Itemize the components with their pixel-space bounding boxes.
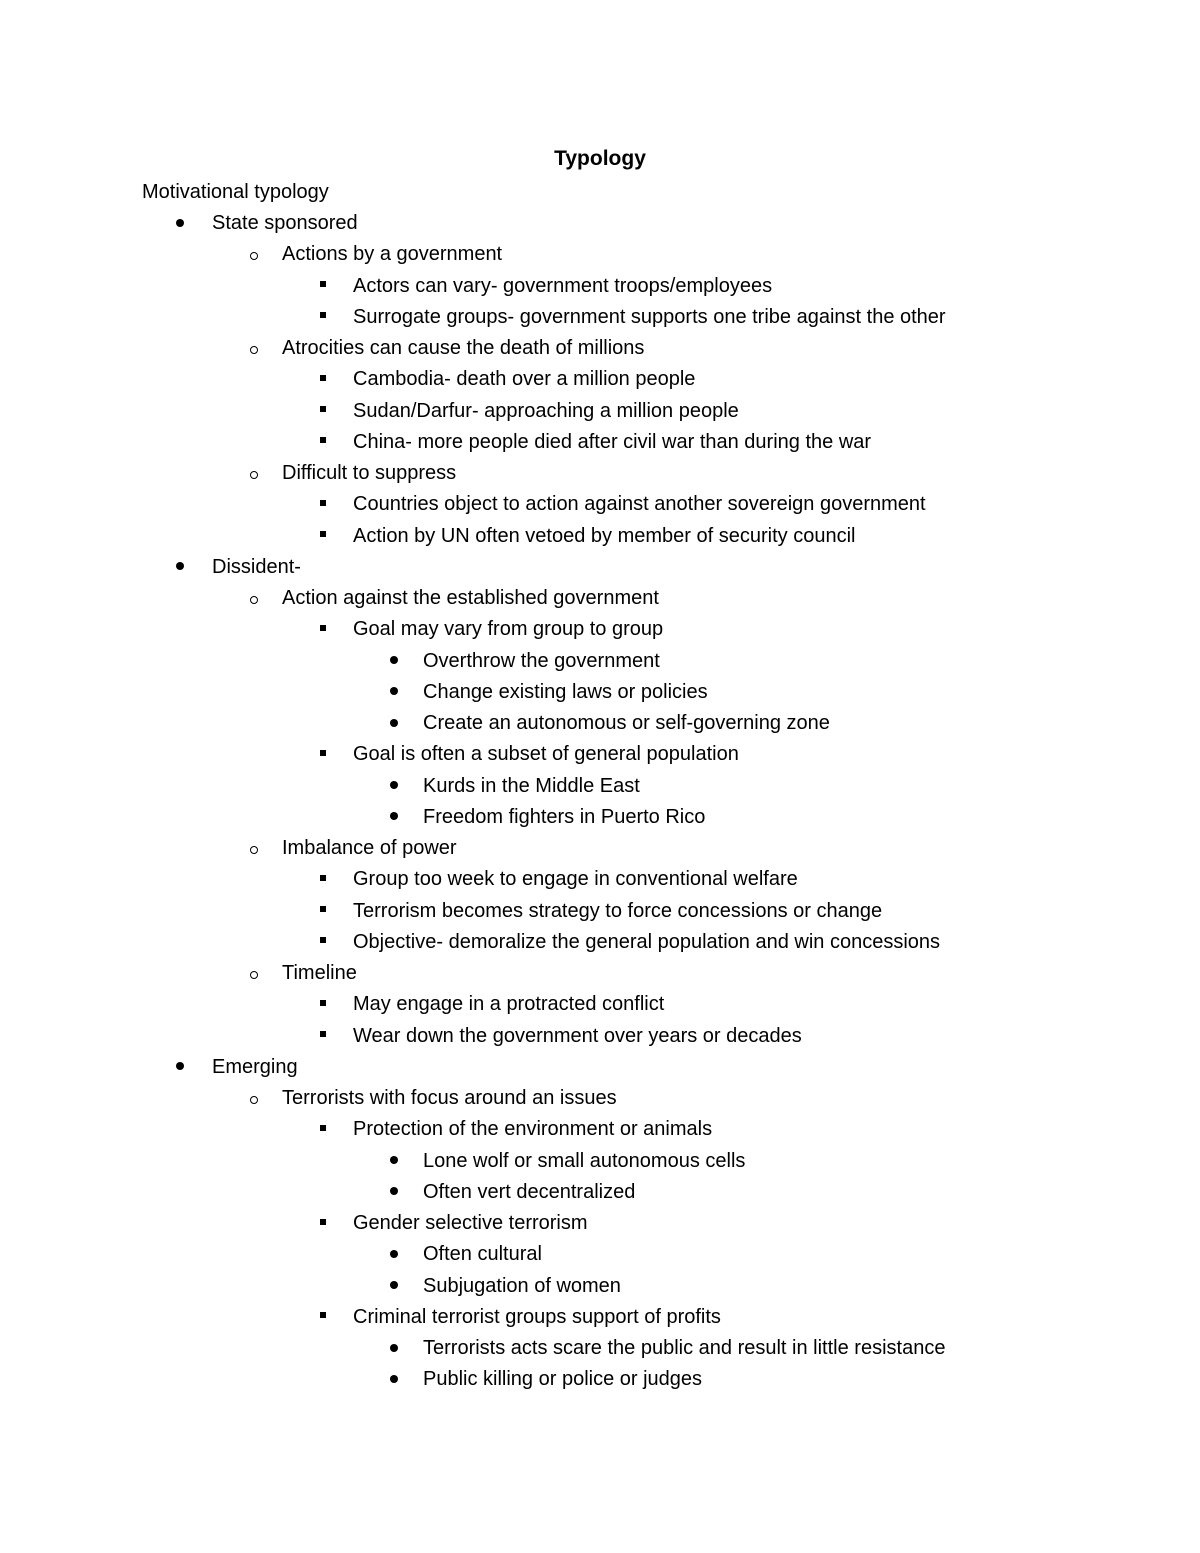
disc-bullet-icon — [384, 708, 404, 739]
list-item-text: Subjugation of women — [423, 1274, 621, 1297]
square-bullet-icon — [313, 396, 333, 427]
list-item — [0, 1146, 1200, 1177]
square-bullet-icon — [313, 739, 333, 770]
square-bullet-icon — [313, 1021, 333, 1052]
list-item-text: May engage in a protracted conflict — [353, 993, 665, 1016]
list-item-text: Overthrow the government — [423, 649, 660, 672]
list-item-text: Often vert decentralized — [423, 1180, 636, 1203]
square-bullet-icon — [313, 989, 333, 1020]
list-item — [0, 896, 1200, 927]
list-item-text: China- more people died after civil war than during the war — [353, 430, 872, 453]
list-item — [0, 271, 1200, 302]
list-item — [0, 1021, 1200, 1052]
square-bullet-icon — [313, 1114, 333, 1145]
list-item — [0, 833, 1200, 864]
list-item — [0, 927, 1200, 958]
list-item-text: Atrocities can cause the death of millions — [282, 337, 645, 359]
square-bullet-icon — [313, 302, 333, 333]
list-item-text: State sponsored — [212, 212, 358, 234]
list-item — [0, 1239, 1200, 1270]
list-item — [0, 771, 1200, 802]
list-item-text: Actions by a government — [282, 243, 503, 266]
list-item-text: Often cultural — [423, 1243, 542, 1266]
disc-bullet-icon — [384, 1146, 404, 1177]
list-item — [0, 708, 1200, 739]
list-item-text: Surrogate groups- government supports one tribe against the other — [353, 305, 946, 328]
list-item-text: Cambodia- death over a million people — [353, 368, 696, 391]
disc-bullet-icon — [170, 1052, 190, 1083]
square-bullet-icon — [313, 364, 333, 395]
list-item-text: Change existing laws or policies — [423, 680, 708, 703]
disc-bullet-icon — [384, 646, 404, 677]
list-item-text: Difficult to suppress — [282, 462, 457, 484]
disc-bullet-icon — [384, 771, 404, 802]
list-item-text: Kurds in the Middle East — [423, 774, 640, 797]
list-item-text: Goal is often a subset of general population — [353, 743, 739, 766]
circle-bullet-icon — [244, 1083, 264, 1114]
list-item — [0, 864, 1200, 895]
list-item — [0, 677, 1200, 708]
list-item-text: Action against the established government — [282, 587, 659, 609]
list-item-text: Emerging — [212, 1055, 298, 1078]
disc-bullet-icon — [384, 1239, 404, 1270]
list-item — [0, 333, 1200, 364]
disc-bullet-icon — [170, 208, 190, 239]
disc-bullet-icon — [384, 802, 404, 833]
square-bullet-icon — [313, 1208, 333, 1239]
list-item — [0, 1302, 1200, 1333]
square-bullet-icon — [313, 896, 333, 927]
list-item — [0, 958, 1200, 989]
list-item-text: Terrorists with focus around an issues — [282, 1087, 617, 1109]
list-item-text: Lone wolf or small autonomous cells — [423, 1149, 746, 1172]
list-item-text: Objective- demoralize the general population and win concessions — [353, 930, 941, 953]
circle-bullet-icon — [244, 333, 264, 364]
disc-bullet-icon — [170, 552, 190, 583]
list-item-text: Sudan/Darfur- approaching a million people — [353, 399, 739, 422]
list-item-text: Wear down the government over years or decades — [353, 1024, 802, 1047]
list-item — [0, 489, 1200, 520]
section-heading: Motivational typology — [142, 181, 329, 203]
square-bullet-icon — [313, 1302, 333, 1333]
list-item — [0, 1083, 1200, 1114]
page-title: Typology — [554, 147, 646, 170]
list-item — [0, 521, 1200, 552]
list-item — [0, 208, 1200, 239]
square-bullet-icon — [313, 864, 333, 895]
outline-list — [0, 208, 1200, 1396]
list-item-text: Action by UN often vetoed by member of security council — [353, 524, 856, 547]
list-item-text: Goal may vary from group to group — [353, 618, 664, 641]
list-item — [0, 1177, 1200, 1208]
square-bullet-icon — [313, 521, 333, 552]
disc-bullet-icon — [384, 1177, 404, 1208]
list-item — [0, 614, 1200, 645]
list-item — [0, 1052, 1200, 1083]
disc-bullet-icon — [384, 1364, 404, 1395]
list-item-text: Gender selective terrorism — [353, 1212, 588, 1234]
list-item — [0, 1364, 1200, 1395]
list-item — [0, 646, 1200, 677]
list-item-text: Criminal terrorist groups support of profits — [353, 1305, 721, 1328]
square-bullet-icon — [313, 271, 333, 302]
list-item — [0, 1114, 1200, 1145]
list-item — [0, 1208, 1200, 1239]
list-item — [0, 302, 1200, 333]
list-item-text: Actors can vary- government troops/employees — [353, 274, 773, 297]
list-item-text: Create an autonomous or self-governing zone — [423, 712, 830, 734]
list-item — [0, 427, 1200, 458]
list-item-text: Countries object to action against another sovereign government — [353, 493, 926, 516]
list-item — [0, 989, 1200, 1020]
square-bullet-icon — [313, 489, 333, 520]
list-item-text: Dissident- — [212, 555, 301, 578]
disc-bullet-icon — [384, 1271, 404, 1302]
list-item — [0, 583, 1200, 614]
list-item — [0, 396, 1200, 427]
list-item — [0, 552, 1200, 583]
list-item — [0, 239, 1200, 270]
list-item — [0, 739, 1200, 770]
circle-bullet-icon — [244, 958, 264, 989]
square-bullet-icon — [313, 614, 333, 645]
list-item — [0, 458, 1200, 489]
list-item-text: Protection of the environment or animals — [353, 1118, 713, 1141]
list-item-text: Terrorism becomes strategy to force concessions or change — [353, 899, 883, 922]
list-item — [0, 802, 1200, 833]
circle-bullet-icon — [244, 239, 264, 270]
disc-bullet-icon — [384, 1333, 404, 1364]
circle-bullet-icon — [244, 458, 264, 489]
list-item-text: Group too week to engage in conventional welfare — [353, 868, 798, 891]
list-item-text: Terrorists acts scare the public and result in little resistance — [423, 1337, 946, 1359]
list-item-text: Public killing or police or judges — [423, 1368, 703, 1391]
list-item — [0, 364, 1200, 395]
list-item — [0, 1333, 1200, 1364]
list-item — [0, 1271, 1200, 1302]
list-item-text: Imbalance of power — [282, 837, 457, 859]
disc-bullet-icon — [384, 677, 404, 708]
list-item-text: Timeline — [282, 962, 357, 984]
square-bullet-icon — [313, 927, 333, 958]
circle-bullet-icon — [244, 583, 264, 614]
square-bullet-icon — [313, 427, 333, 458]
circle-bullet-icon — [244, 833, 264, 864]
list-item-text: Freedom fighters in Puerto Rico — [423, 805, 706, 828]
